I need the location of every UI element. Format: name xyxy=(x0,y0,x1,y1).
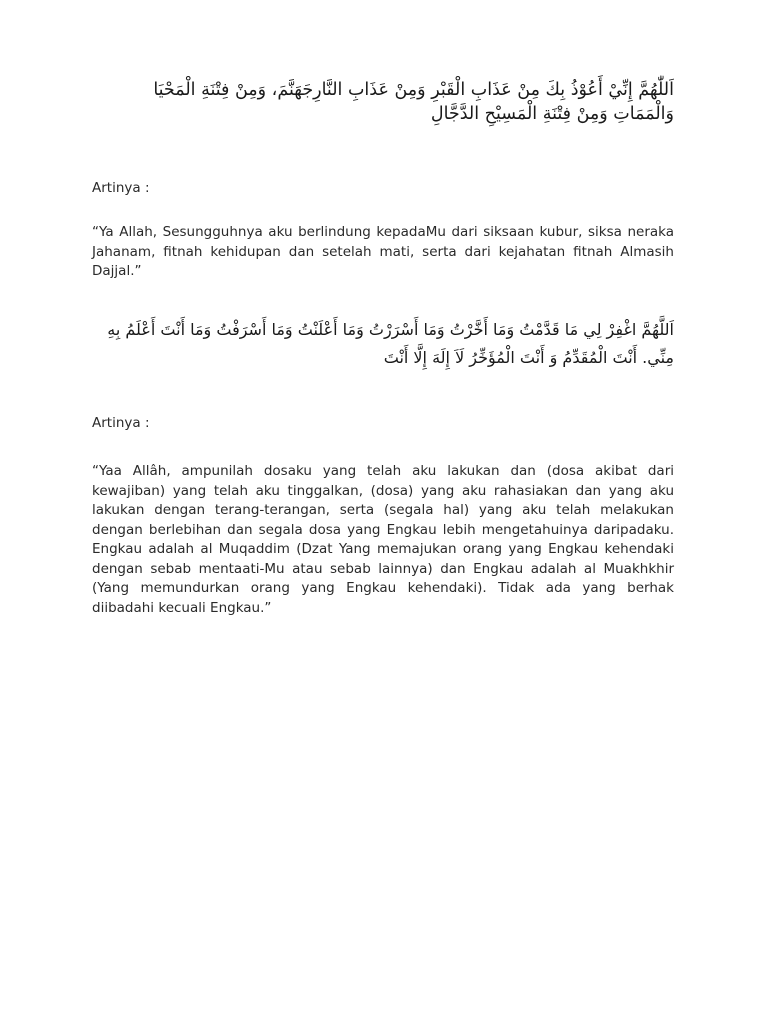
translation-label-1: Artinya : xyxy=(92,180,150,196)
translation-text-1: “Ya Allah, Sesungguhnya aku berlindung kepadaMu dari siksaan kubur, siksa neraka Jahanam, fitnah kehidupan dan setelah mati, serta dari kejahatan fitnah Almasih Dajjal.” xyxy=(92,224,674,279)
translation-label-2: Artinya : xyxy=(92,415,150,431)
arabic-prayer-1: اَللّٰهُمَّ إِنِّيْ أَعُوْذُ بِكَ مِنْ عَذَابِ الْقَبْرِ وَمِنْ عَذَابِ النَّارِجَهَنَّمَ، وَمِنْ فِتْنَةِ الْمَحْيَا وَالْمَمَاتِ وَمِنْ فِتْنَةِ الْمَسِيْحِ الدَّجَّالِ xyxy=(153,80,674,124)
translation-text-2: “Yaa Allâh, ampunilah dosaku yang telah aku lakukan dan (dosa akibat dari kewajiban) yang telah aku tinggalkan, (dosa) yang aku rahasiakan dan yang aku lakukan dengan terang-terangan, serta (segala hal) yang aku telah melakukan dengan berlebihan dan segala dosa yang Engkau lebih mengetahuinya daripadaku. Engkau adalah al Muqaddim (Dzat Yang memajukan orang yang Engkau kehendaki dengan sebab mentaati-Mu atau sebab lainnya) dan Engkau adalah al Muakhkhir (Yang memundurkan orang yang Engkau kehendaki). Tidak ada yang berhak diibadahi kecuali Engkau.” xyxy=(92,463,674,616)
arabic-prayer-2: اَللَّهُمَّ اغْفِرْ لِي مَا قَدَّمْتُ وَمَا أَخَّرْتُ وَمَا أَسْرَرْتُ وَمَا أَعْلَنْتُ وَمَا أَسْرَفْتُ وَمَا أَنْتَ أَعْلَمُ بِهِ مِنِّي. أَنْتَ الْمُقَدِّمُ وَ أَنْتَ الْمُؤَخِّرُ لَاَ إِلَهَ إِلَّا أَنْتَ xyxy=(107,320,674,367)
